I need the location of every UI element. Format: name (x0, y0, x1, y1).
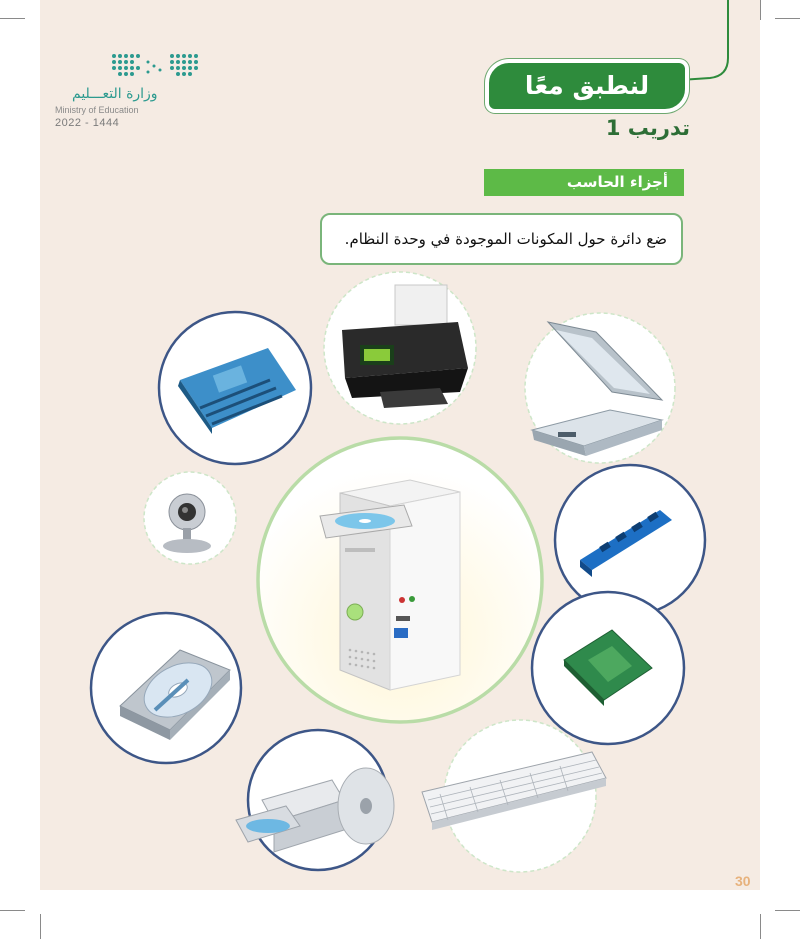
printer-item[interactable] (324, 272, 476, 424)
dvd-drive-item[interactable] (236, 730, 394, 870)
instruction-box: ضع دائرة حول المكونات الموجودة في وحدة النظام. (320, 213, 683, 265)
webcam-item[interactable] (144, 472, 236, 564)
hard-disk-item[interactable] (91, 613, 241, 763)
section-title: أجزاء الحاسب (484, 169, 684, 196)
computer-tower-icon (320, 480, 460, 690)
system-unit-item[interactable] (258, 438, 542, 722)
keyboard-item[interactable] (422, 720, 606, 872)
motherboard-item[interactable] (159, 312, 311, 464)
ministry-name-arabic: وزارة التعـــليم (72, 86, 158, 102)
ram-item[interactable] (555, 465, 705, 615)
exercise-label: تدريب 1 (605, 116, 690, 140)
scanner-item[interactable] (525, 313, 675, 463)
ministry-name-english: Ministry of Education (55, 105, 139, 115)
cpu-item[interactable] (532, 592, 684, 744)
ministry-year: 2022 - 1444 (55, 117, 120, 129)
page-number: 30 (735, 873, 751, 889)
page-title: لنطبق معًا (489, 63, 685, 109)
